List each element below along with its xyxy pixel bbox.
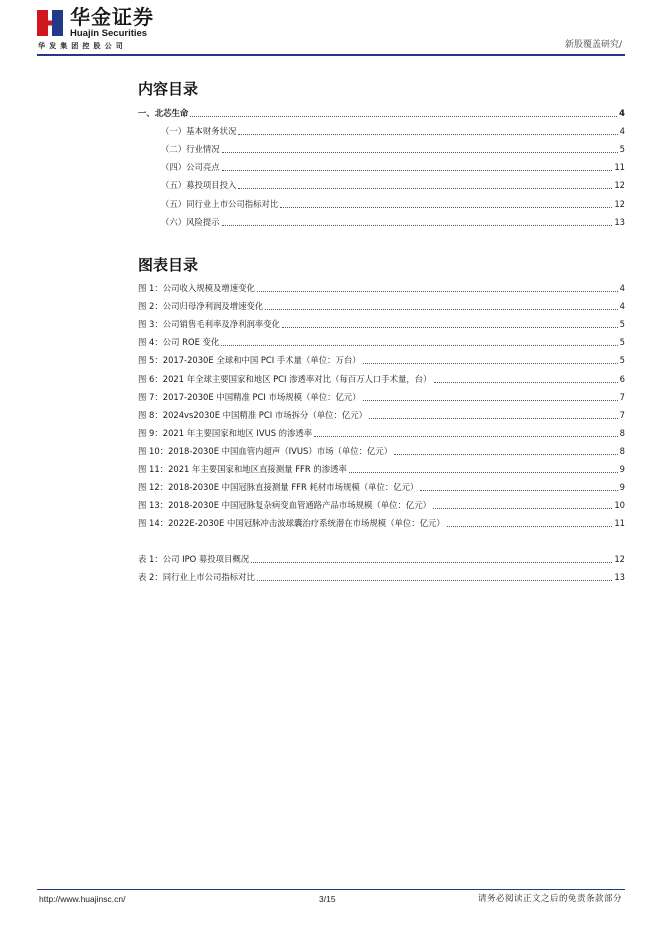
figures-title: 图表目录 [138, 256, 199, 274]
toc-entry-label: 图 12：2018-2030E 中国冠脉直接测量 FFR 耗材市场规模（单位：亿元） [138, 482, 419, 493]
toc-entry-label: （一）基本财务状况 [161, 126, 237, 137]
toc-title: 内容目录 [138, 80, 199, 98]
toc-entry[interactable] [138, 392, 625, 403]
toc-entry-label: 图 9：2021 年主要国家和地区 IVUS 的渗透率 [138, 427, 313, 438]
toc-entry[interactable] [138, 180, 625, 191]
toc-entry-page: 9 [619, 482, 625, 493]
huajin-logo-icon [37, 10, 63, 36]
leader-dots [349, 472, 618, 473]
footer-website-link[interactable]: http://www.huajinsc.cn/ [39, 894, 126, 904]
toc-entry[interactable] [138, 410, 625, 421]
leader-dots [433, 508, 612, 509]
toc-entry-page: 6 [619, 373, 625, 384]
toc-entry-page: 4 [619, 108, 625, 118]
logo-chinese-name: 华金证券 [70, 5, 154, 29]
toc-entry-label: 图 10：2018-2030E 中国血管内超声（IVUS）市场（单位：亿元） [138, 445, 393, 456]
leader-dots [434, 382, 618, 383]
toc-entry-page: 5 [619, 319, 625, 330]
toc-entry[interactable] [138, 464, 625, 475]
toc-entry-label: 图 4：公司 ROE 变化 [138, 337, 220, 348]
toc-entry-label: 图 5：2017-2030E 全球和中国 PCI 手术量（单位：万台） [138, 355, 361, 366]
toc-entry-label: （五）同行业上市公司指标对比 [161, 198, 279, 209]
toc-entry-page: 8 [619, 445, 625, 456]
leader-dots [265, 309, 617, 310]
toc-entry-page: 4 [619, 126, 625, 137]
toc-entry-page: 13 [614, 216, 625, 227]
toc-entry[interactable] [138, 355, 625, 366]
leader-dots [238, 188, 612, 189]
leader-dots [251, 562, 612, 563]
leader-dots [447, 526, 613, 527]
toc-entry-page: 7 [619, 391, 625, 402]
leader-dots [369, 418, 618, 419]
toc-entry-label: 图 2：公司归母净利润及增速变化 [138, 301, 264, 312]
toc-entry-label: 一、北芯生命 [138, 108, 189, 118]
leader-dots [363, 400, 618, 401]
toc-entry-label: 图 7：2017-2030E 中国精准 PCI 市场规模（单位：亿元） [138, 391, 361, 402]
toc-entry-label: （二）行业情况 [161, 144, 220, 155]
leader-dots [282, 327, 618, 328]
leader-dots [394, 454, 618, 455]
page-header [0, 0, 662, 56]
toc-entry-label: 表 1：公司 IPO 募投项目概况 [138, 554, 250, 564]
toc-entry-page: 11 [614, 518, 625, 529]
logo-subtitle: 华发集团控股公司 [38, 42, 127, 50]
toc-entry-page: 7 [619, 409, 625, 420]
toc-entry-label: （四）公司亮点 [161, 162, 220, 173]
toc-entry-page: 12 [614, 180, 625, 191]
toc-entry[interactable] [138, 554, 625, 565]
toc-entry[interactable] [138, 337, 625, 348]
toc-entry-label: 图 13：2018-2030E 中国冠脉复杂病变血管通路产品市场规模（单位：亿元） [138, 500, 432, 511]
leader-dots [257, 291, 618, 292]
leader-dots [238, 134, 617, 135]
toc-entry-page: 10 [614, 500, 625, 511]
leader-dots [222, 225, 613, 226]
toc-entry-label: 图 14：2022E-2030E 中国冠脉冲击波球囊治疗系统潜在市场规模（单位：亿元） [138, 518, 445, 529]
leader-dots [420, 490, 617, 491]
toc-entry-page: 5 [619, 355, 625, 366]
leader-dots [221, 345, 617, 346]
toc-entry-page: 11 [614, 162, 625, 173]
toc-entry-label: （五）募投项目投入 [161, 180, 237, 191]
toc-entry[interactable] [138, 144, 625, 155]
toc-entry-page: 12 [614, 198, 625, 209]
toc-entry-label: 图 3：公司销售毛利率及净利润率变化 [138, 319, 280, 330]
toc-entry-label: 图 8：2024vs2030E 中国精准 PCI 市场拆分（单位：亿元） [138, 409, 367, 420]
toc-entry-page: 8 [619, 427, 625, 438]
leader-dots [190, 116, 617, 117]
toc-entry[interactable] [138, 199, 625, 210]
toc-entry[interactable] [138, 319, 625, 330]
toc-entry[interactable] [138, 301, 625, 312]
leader-dots [363, 363, 618, 364]
leader-dots [222, 170, 613, 171]
toc-entry[interactable] [138, 518, 625, 529]
leader-dots [314, 436, 617, 437]
leader-dots [257, 580, 612, 581]
toc-entry-label: 表 2：同行业上市公司指标对比 [138, 572, 255, 583]
toc-entry[interactable] [138, 126, 625, 137]
toc-entry-label: 图 1：公司收入规模及增速变化 [138, 283, 255, 293]
toc-entry[interactable] [138, 500, 625, 511]
toc-entry-page: 4 [619, 283, 625, 293]
toc-entry[interactable] [138, 446, 625, 457]
page-number: 3/15 [319, 894, 336, 904]
logo-english-name: Huajin Securities [70, 28, 148, 39]
toc-entry[interactable] [138, 482, 625, 493]
toc-entry-page: 5 [619, 337, 625, 348]
toc-entry-label: （六）风险提示 [161, 216, 220, 227]
toc-entry[interactable] [138, 217, 625, 228]
toc-entry-page: 12 [614, 554, 625, 564]
toc-entry[interactable] [138, 374, 625, 385]
report-type-label: 新股覆盖研究/ [564, 40, 622, 50]
leader-dots [280, 207, 612, 208]
toc-entry-label: 图 6：2021 年全球主要国家和地区 PCI 渗透率对比（每百万人口手术量，台） [138, 373, 432, 384]
toc-entry-page: 9 [619, 464, 625, 474]
toc-entry-label: 图 11：2021 年主要国家和地区直接测量 FFR 的渗透率 [138, 464, 347, 474]
footer-divider [37, 889, 625, 890]
toc-entry[interactable] [138, 428, 625, 439]
leader-dots [222, 152, 618, 153]
toc-entry[interactable] [138, 572, 625, 583]
toc-entry[interactable] [138, 108, 625, 119]
header-divider [37, 54, 625, 56]
toc-entry-page: 13 [614, 572, 625, 583]
toc-entry-page: 4 [619, 301, 625, 312]
toc-entry[interactable] [138, 162, 625, 173]
toc-entry-page: 5 [619, 144, 625, 155]
footer-disclaimer: 请务必阅读正文之后的免责条款部分 [477, 894, 622, 904]
toc-entry[interactable] [138, 283, 625, 294]
